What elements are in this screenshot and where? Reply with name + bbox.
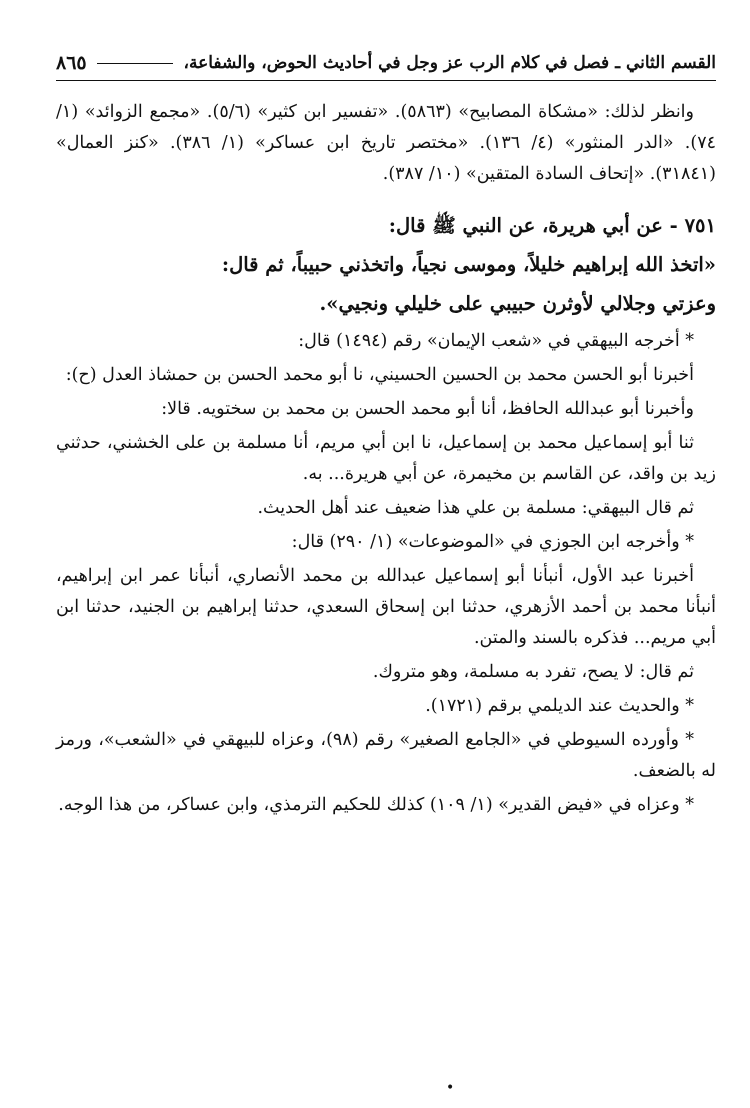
references-block <box>56 97 716 190</box>
commentary-paragraph: ثم قال البيهقي: مسلمة بن علي هذا ضعيف عند أهل الحديث. <box>257 498 694 518</box>
running-header <box>56 52 716 81</box>
header-title: القسم الثاني ـ فصل في كلام الرب عز وجل في أحاديث الحوض، والشفاعة، <box>183 53 716 73</box>
header-rule <box>97 63 174 64</box>
footer-mark: • <box>446 1080 455 1096</box>
book-page <box>56 52 716 821</box>
commentary-paragraph: وأخبرنا أبو عبدالله الحافظ، أنا أبو محمد الحسن بن محمد بن سختويه. قالا: <box>161 399 694 419</box>
hadith-heading: ٧٥١ - عن أبي هريرة، عن النبي ﷺ قال: <box>388 214 716 237</box>
commentary <box>56 323 716 821</box>
hadith-block <box>56 206 716 323</box>
commentary-paragraph: أخبرنا عبد الأول، أنبأنا أبو إسماعيل عبدالله بن محمد الأنصاري، أنبأنا عمر ابن إبراهيم، أنبأنا محمد بن أحمد الأزهري، حدثنا ابن إسحاق السعدي، حدثنا إبراهيم بن الجنيد، حدثنا ابن أبي مريم... فذكره بالسند والمتن. <box>56 566 716 648</box>
hadith-text-line-1: «اتخذ الله إبراهيم خليلاً، وموسى نجياً، واتخذني حبيباً، ثم قال: <box>221 253 716 276</box>
commentary-paragraph: * أخرجه البيهقي في «شعب الإيمان» رقم (١٤٩٤) قال: <box>298 331 694 351</box>
commentary-paragraph: * وعزاه في «فيض القدير» (١/ ١٠٩) كذلك للحكيم الترمذي، وابن عساكر، من هذا الوجه. <box>58 795 694 815</box>
page-number: ٨٦٥ <box>56 52 87 74</box>
commentary-paragraph: * وأورده السيوطي في «الجامع الصغير» رقم (٩٨)، وعزاه للبيهقي في «الشعب»، ورمز له بالضعف. <box>56 730 716 781</box>
commentary-paragraph: * وأخرجه ابن الجوزي في «الموضوعات» (١/ ٢٩٠) قال: <box>291 532 694 552</box>
reference-paragraph: وانظر لذلك: «مشكاة المصابيح» (٥٨٦٣). «تفسير ابن كثير» (٥/٦). «مجمع الزوائد» (١/ ٧٤). «الدر المنثور» (٤/ ١٣٦). «مختصر تاريخ ابن عساكر» (١/ ٣٨٦). «كنز العمال» (٣١٨٤١). «إتحاف السادة المتقين» (١٠/ ٣٨٧). <box>56 102 717 184</box>
hadith-text-line-2: وعزتي وجلالي لأوثرن حبيبي على خليلي ونجيي». <box>319 292 716 315</box>
commentary-paragraph: ثم قال: لا يصح، تفرد به مسلمة، وهو متروك. <box>372 662 694 682</box>
commentary-paragraph: أخبرنا أبو الحسن محمد بن الحسين الحسيني، نا أبو محمد الحسن بن حمشاذ العدل (ح): <box>65 365 694 385</box>
commentary-paragraph: * والحديث عند الديلمي برقم (١٧٢١). <box>425 696 694 716</box>
commentary-paragraph: ثنا أبو إسماعيل محمد بن إسماعيل، نا ابن أبي مريم، أنا مسلمة بن على الخشني، حدثني زيد بن واقد، عن القاسم بن مخيمرة، عن أبي هريرة... به. <box>56 433 716 484</box>
